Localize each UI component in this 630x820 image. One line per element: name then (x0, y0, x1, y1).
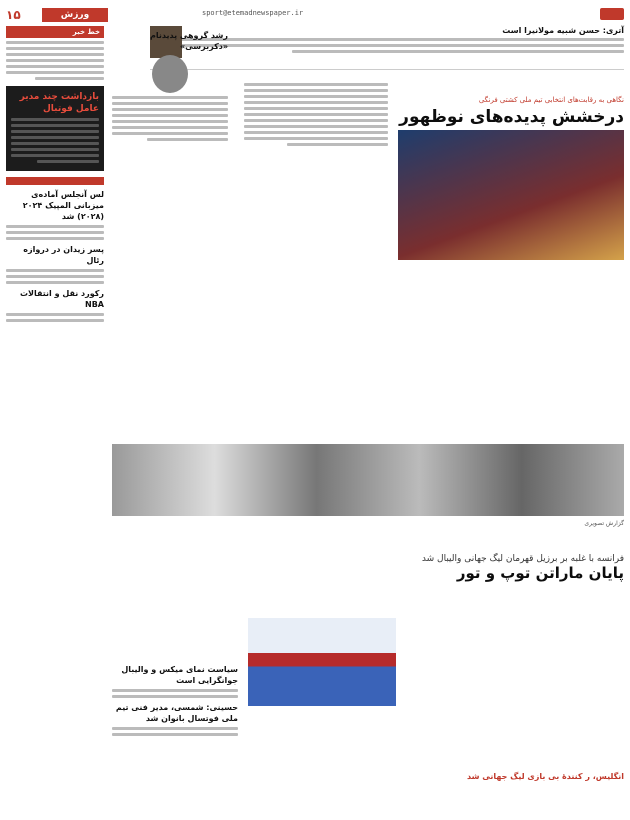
page-number: ۱۵ (6, 8, 21, 22)
story-kicker: نگاهی به رقابت‌های انتخابی تیم ملی کشتی فرنگی (478, 96, 624, 104)
middle-head-1: رشد گروهی پدیدنام «دکربرسی» (149, 31, 228, 51)
lower-left-stories (112, 660, 238, 739)
bottom-headline: انگلیس، ر کنندهٔ بی بازی لیگ جهانی شد (466, 772, 624, 781)
wrestling-photo (398, 130, 624, 260)
main-story (398, 96, 624, 128)
volleyball-story-head (112, 554, 624, 582)
photo-collage (112, 444, 624, 516)
left-small-head-1: لس آنجلس آماده‌ی میزبانی المپیک ۲۰۲۴ (۲۰۲۸) شد (22, 190, 104, 221)
section-email: sport@etemadnewspaper.ir (202, 9, 304, 17)
second-column (112, 26, 228, 144)
section-label: ورزش (42, 8, 108, 22)
left-small-head-2: پسر زیدان در دروازه رئال (23, 245, 104, 265)
dark-box-headline: بازداشت چند مدیر عامل فوتبال (19, 92, 99, 114)
story-headline: درخشش پدیده‌های نوظهور (399, 107, 624, 127)
author-photo (152, 55, 188, 93)
left-small-head-3: رکورد نقل و انتقالات NBA (20, 289, 104, 309)
collage-caption: گزارش تصویری (584, 520, 624, 527)
volley-subhead: فرانسه با غلبه بر برزیل قهرمان لیگ جهانی والیبال شد (421, 554, 624, 564)
middle-small-head-1: سیاست نمای میکس و والیبال جوانگرایی است (121, 665, 238, 685)
volleyball-photo (248, 618, 396, 706)
middle-small-head-2: حسینی: شمسی، مدیر فنی تیم ملی فوتسال بانوان شد (115, 703, 238, 723)
banner-headline: آتری: حسن شبیه مولانیرا است (502, 26, 624, 35)
newspaper-logo (600, 8, 624, 20)
page-header (6, 8, 624, 22)
volley-headline: پایان ماراتن توپ و تور (456, 564, 624, 582)
left-column (6, 26, 104, 325)
middle-columns (244, 80, 388, 149)
dark-feature-box (6, 86, 104, 171)
news-brief-head: خط خبر (6, 26, 104, 38)
